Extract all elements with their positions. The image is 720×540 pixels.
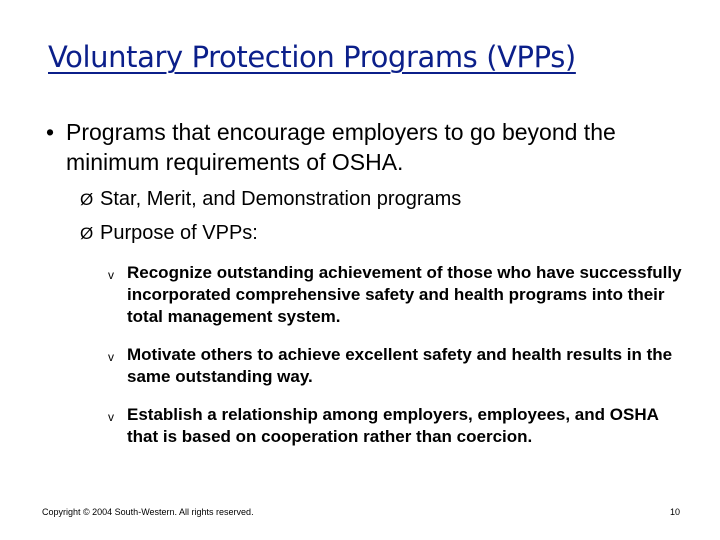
purpose-item bbox=[108, 404, 688, 448]
arrow-bullet-icon: Ø bbox=[80, 224, 94, 243]
sub-bullet-text: Purpose of VPPs: bbox=[100, 222, 258, 244]
purpose-item-text: Motivate others to achieve excellent safety and health results in the same outstanding way. bbox=[127, 345, 673, 386]
diamond-bullet-icon: v bbox=[108, 268, 114, 282]
diamond-bullet-icon: v bbox=[108, 410, 114, 424]
sub-bullet-text: Star, Merit, and Demonstration programs bbox=[100, 188, 462, 210]
diamond-bullet-icon: v bbox=[108, 350, 114, 364]
bullet-dot-icon: • bbox=[46, 119, 55, 145]
slide-title: Voluntary Protection Programs (VPPs) bbox=[48, 40, 576, 74]
arrow-bullet-icon: Ø bbox=[80, 190, 94, 209]
purpose-item-text: Recognize outstanding achievement of those who have successfully incorporated comprehensive safety and health programs into their total management system. bbox=[127, 263, 682, 326]
purpose-item-text: Establish a relationship among employers, employees, and OSHA that is based on cooperation rather than coercion. bbox=[127, 405, 659, 446]
main-bullet-text: Programs that encourage employers to go beyond the minimum requirements of OSHA. bbox=[66, 119, 616, 175]
sub-bullet bbox=[80, 187, 461, 212]
main-bullet bbox=[46, 117, 686, 177]
sub-bullet bbox=[80, 221, 258, 246]
copyright-footer: Copyright © 2004 South-Western. All rights reserved. bbox=[42, 507, 254, 517]
page-number: 10 bbox=[669, 507, 680, 517]
purpose-item bbox=[108, 344, 688, 388]
purpose-item bbox=[108, 262, 688, 328]
